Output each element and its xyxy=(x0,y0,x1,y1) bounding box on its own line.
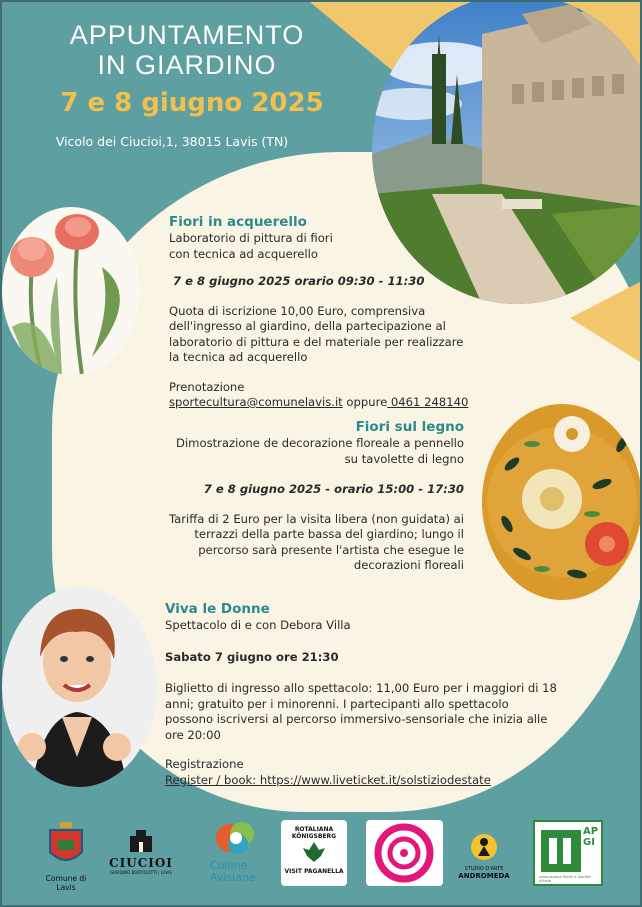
booking-or: oppure xyxy=(342,395,388,409)
section-show-desc: Spettacolo di e con Debora Villa xyxy=(165,618,351,632)
section-show-ticket-2: anni; gratuito per i minorenni. I partecipanti allo spettacolo xyxy=(165,696,509,711)
event-dates: 7 e 8 giugno 2025 xyxy=(60,88,324,118)
section-watercolor-schedule: 7 e 8 giugno 2025 orario 09:30 - 11:30 xyxy=(173,274,425,288)
booking-phone-link[interactable]: 0461 248140 xyxy=(387,395,469,409)
watercolor-tulips-photo xyxy=(2,207,140,375)
debora-villa-photo xyxy=(2,587,157,787)
logo-colline-avisiane xyxy=(180,820,264,884)
logo-andromeda-line1: STUDIO D'ARTE xyxy=(464,866,504,872)
section-show xyxy=(165,601,565,788)
logo-ciucioi-sub: GIARDINO BORTOLOTTI | LAVIS xyxy=(110,870,172,875)
booking-label: Prenotazione xyxy=(169,379,245,394)
magenta-swirl-icon xyxy=(366,820,443,886)
section-watercolor-desc-2: con tecnica ad acquerello xyxy=(169,246,318,261)
section-watercolor-fee-1: Quota di iscrizione 10,00 Euro, comprensiva xyxy=(169,303,426,318)
logo-rotaliana-bottom: VISIT PAGANELLA xyxy=(284,868,344,875)
logo-swirl xyxy=(366,820,443,886)
colline-swirl-icon xyxy=(210,820,260,856)
andromeda-figure-icon xyxy=(469,832,499,862)
logo-rotaliana xyxy=(281,820,347,886)
logo-colline-line1: Colline xyxy=(210,859,248,872)
registration-label: Registrazione xyxy=(165,757,244,771)
logo-apgi xyxy=(533,820,603,886)
section-watercolor-fee-3: laboratorio di pittura e del materiale per realizzare xyxy=(169,334,464,349)
title-line-2: IN GIARDINO xyxy=(97,50,277,80)
logo-apgi-name: APGI xyxy=(583,826,599,848)
logo-ciucioi xyxy=(108,828,174,875)
section-wood-schedule: 7 e 8 giugno 2025 - orario 15:00 - 17:30 xyxy=(203,482,464,496)
title-line-1: APPUNTAMENTO xyxy=(69,20,305,50)
section-wood-info-3: percorso sarà presente l'artista che esegue le xyxy=(198,542,464,557)
castle-icon xyxy=(126,828,156,852)
section-watercolor xyxy=(169,214,489,411)
section-watercolor-fee-4: la tecnica ad acquerello xyxy=(169,350,308,364)
section-wood-info-4: decorazioni floreali xyxy=(353,558,464,572)
logo-colline-line2: Avisiane xyxy=(210,871,256,884)
section-wood-desc-1: Dimostrazione de decorazione floreale a pennello xyxy=(176,436,464,450)
section-wood-info-1: Tariffa di 2 Euro per la visita libera (non guidata) ai xyxy=(168,511,464,526)
section-watercolor-desc-1: Laboratorio di pittura di fiori xyxy=(169,231,333,245)
section-show-ticket-4: ore 20:00 xyxy=(165,727,221,742)
section-wood-heading: Fiori sul legno xyxy=(355,419,464,435)
logo-andromeda xyxy=(449,832,519,880)
logo-andromeda-line2: ANDROMEDA xyxy=(458,872,510,880)
apgi-leaf-icon xyxy=(539,828,583,874)
section-watercolor-fee-2: dell'ingresso al giardino, della partecipazione al xyxy=(169,319,446,333)
booking-line xyxy=(169,395,489,411)
section-show-ticket-3: possono iscriversi al percorso immersivo-sensoriale che inizia alle xyxy=(165,712,548,726)
section-wood-info-2: terrazzi della parte bassa del giardino; lungo il xyxy=(194,527,464,541)
registration-link[interactable]: Register / book: https://www.liveticket.it/solstiziodestate xyxy=(165,772,491,787)
section-watercolor-heading: Fiori in acquerello xyxy=(169,214,307,230)
coat-of-arms-icon xyxy=(38,820,94,870)
painted-plate-photo xyxy=(482,404,642,600)
event-address: Vicolo dei Ciucioi,1, 38015 Lavis (TN) xyxy=(55,134,289,149)
page-title xyxy=(2,20,372,80)
section-show-heading: Viva le Donne xyxy=(165,601,270,617)
section-show-ticket-1: Biglietto di ingresso allo spettacolo: 11,00 Euro per i maggiori di 18 xyxy=(165,681,557,695)
section-show-schedule: Sabato 7 giugno ore 21:30 xyxy=(165,649,339,664)
section-wood xyxy=(160,419,464,574)
section-wood-desc-2: su tavolette di legno xyxy=(344,451,464,466)
leaf-icon xyxy=(301,840,327,864)
logo-rotaliana-top: ROTALIANA KÖNIGSBERG xyxy=(291,826,337,840)
logo-ciucioi-name: CIUCIOI xyxy=(109,856,173,870)
booking-email-link[interactable]: sportecultura@comunelavis.it xyxy=(169,395,343,409)
logo-comune-lavis-label: Comune di Lavis xyxy=(45,874,87,892)
logo-apgi-sub: Associazione Parchi e Giardini d'Italia xyxy=(539,875,592,883)
sponsor-logos xyxy=(2,820,642,892)
logo-comune-lavis xyxy=(38,820,94,892)
